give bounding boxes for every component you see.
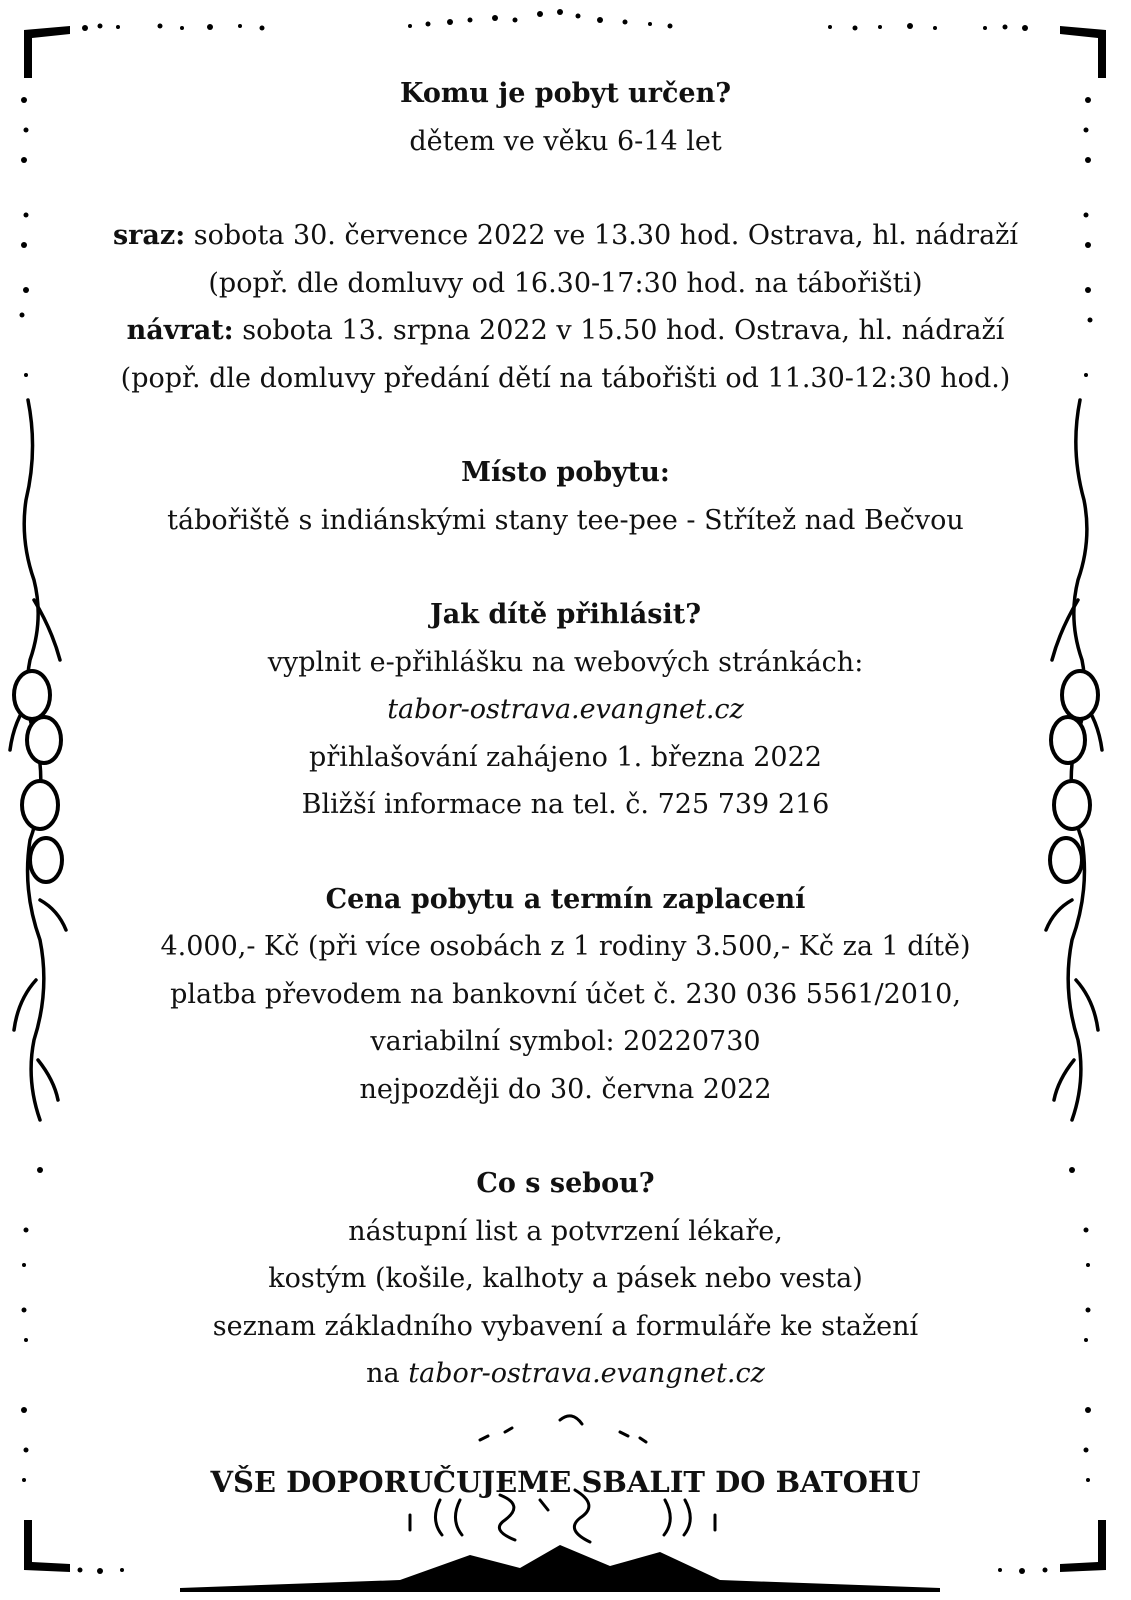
navrat-text: sobota 13. srpna 2022 v 15.50 hod. Ostrava, hl. nádraží xyxy=(242,315,1005,346)
navrat-line xyxy=(80,307,1051,355)
register-heading: Jak dítě přihlásit? xyxy=(429,599,702,630)
bring-line1: nástupní list a potvrzení lékaře, xyxy=(348,1215,783,1247)
corner-bracket-icon xyxy=(1060,1520,1106,1572)
sraz-note: (popř. dle domluvy od 16.30-17:30 hod. na tábořišti) xyxy=(208,267,923,299)
price-line3: variabilní symbol: 20220730 xyxy=(370,1026,761,1057)
bring-line4-prefix: na xyxy=(366,1358,400,1389)
footer-slogan: VŠE DOPORUČUJEME SBALIT DO BATOHU xyxy=(210,1465,921,1499)
sraz-label: sraz: xyxy=(112,220,186,251)
register-line3: přihlašování zahájeno 1. března 2022 xyxy=(309,741,822,773)
register-line1: vyplnit e-přihlášku na webových stránkách: xyxy=(267,646,864,678)
bring-line2: kostým (košile, kalhoty a pásek nebo vesta) xyxy=(268,1263,863,1294)
price-line1: 4.000,- Kč (při více osobách z 1 rodiny 3.500,- Kč za 1 dítě) xyxy=(160,931,971,962)
price-line4: nejpozději do 30. června 2022 xyxy=(359,1073,772,1105)
corner-bracket-icon xyxy=(1060,26,1106,78)
register-line4: Bližší informace na tel. č. 725 739 216 xyxy=(301,789,830,820)
corner-bracket-icon xyxy=(24,26,70,78)
who-text: dětem ve věku 6-14 let xyxy=(409,125,722,157)
price-line2: platba převodem na bankovní účet č. 230 036 5561/2010, xyxy=(170,978,961,1010)
place-text: tábořiště s indiánskými stany tee-pee - Střítež nad Bečvou xyxy=(167,504,964,536)
egg-icon xyxy=(1050,671,1098,882)
sraz-line xyxy=(80,212,1051,260)
corner-bracket-icon xyxy=(24,1520,70,1572)
navrat-note: (popř. dle domluvy předání dětí na tábořišti od 11.30-12:30 hod.) xyxy=(120,362,1011,394)
navrat-label: návrat: xyxy=(126,315,234,346)
bring-url: tabor-ostrava.evangnet.cz xyxy=(408,1358,765,1389)
egg-icon xyxy=(14,671,62,882)
who-heading: Komu je pobyt určen? xyxy=(399,78,732,109)
register-url: tabor-ostrava.evangnet.cz xyxy=(387,694,744,725)
price-heading: Cena pobytu a termín zaplacení xyxy=(325,883,806,915)
place-heading: Místo pobytu: xyxy=(461,457,670,488)
flyer-content xyxy=(80,70,1051,1398)
bring-line3: seznam základního vybavení a formuláře ke stažení xyxy=(212,1310,919,1342)
sraz-text: sobota 30. července 2022 ve 13.30 hod. Ostrava, hl. nádraží xyxy=(193,220,1019,251)
campfire-logs-icon xyxy=(180,1545,940,1592)
bring-line4 xyxy=(80,1350,1051,1398)
bring-heading: Co s sebou? xyxy=(476,1168,655,1199)
